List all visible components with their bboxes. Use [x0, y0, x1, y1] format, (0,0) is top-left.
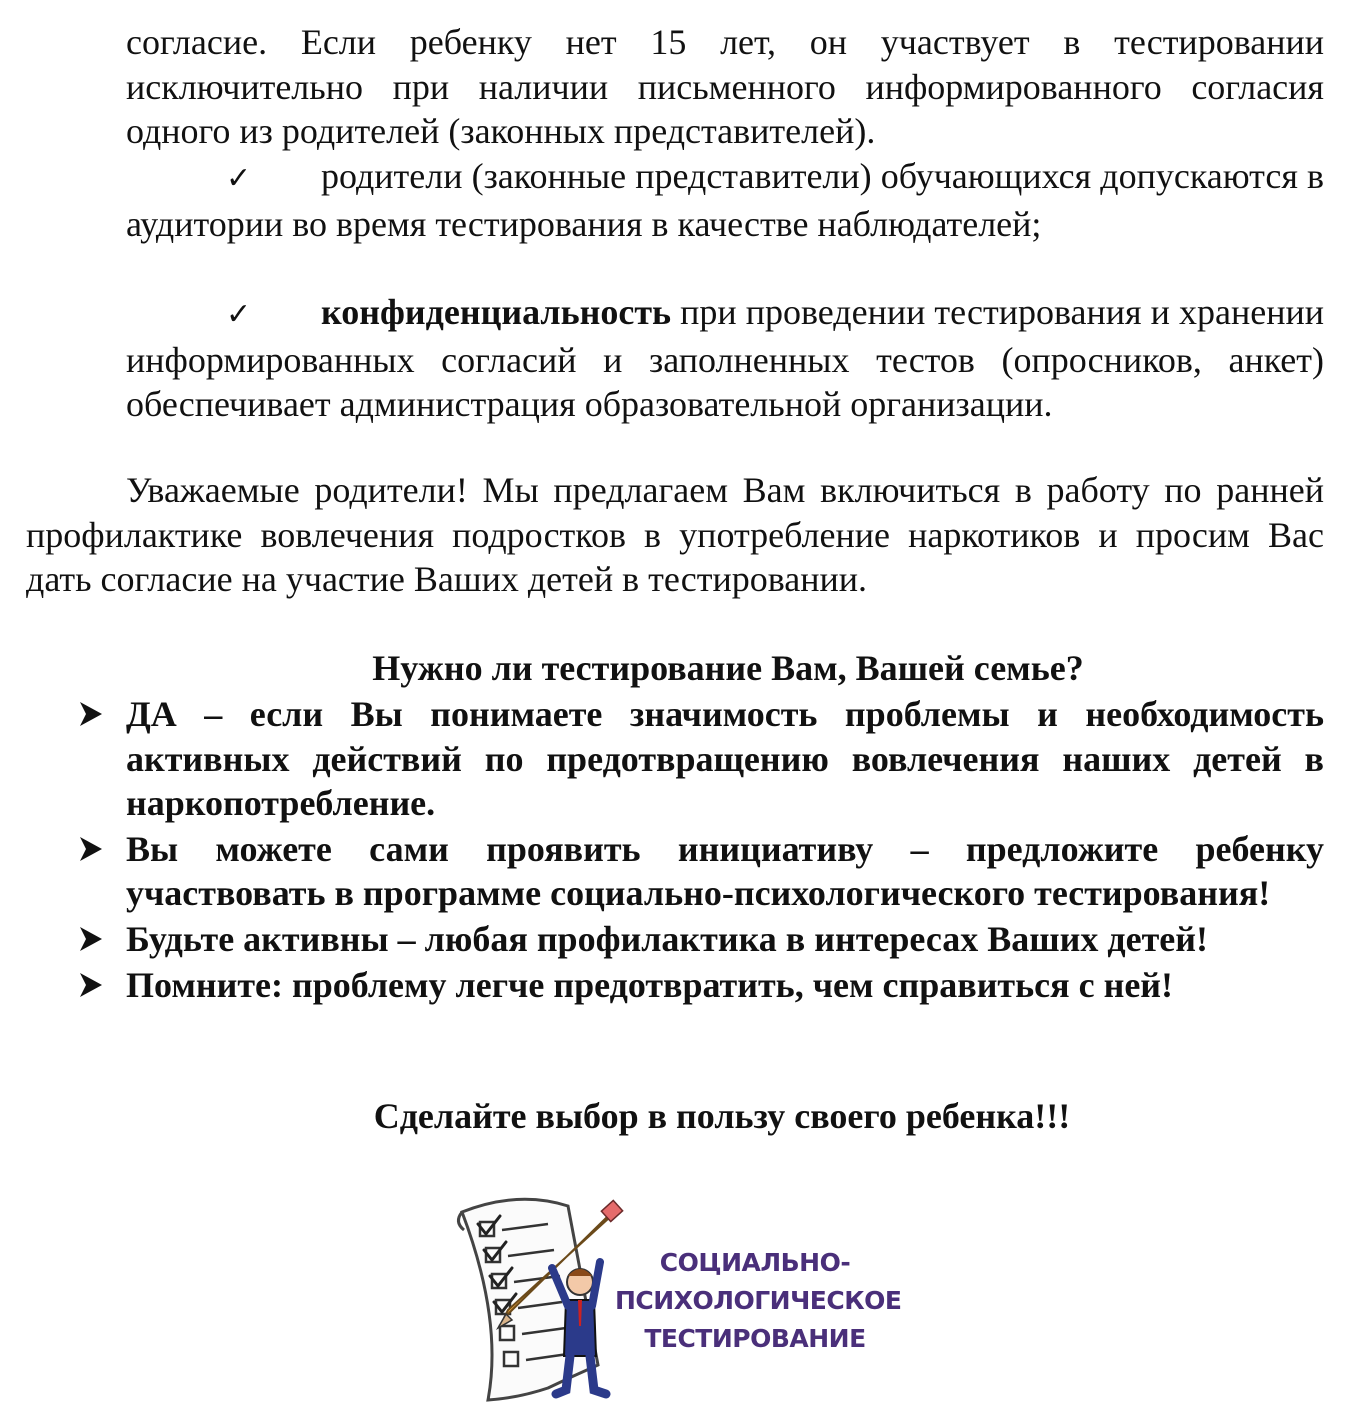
arrowhead-bullet-icon — [78, 965, 104, 1005]
arrowhead-bullet-icon — [78, 829, 104, 869]
list-item: Будьте активны – любая профилактика в интересах Ваших детей! — [126, 917, 1324, 962]
list-item: Вы можете сами проявить инициативу – предложите ребенку участвовать в программе социально-психологического тестирования! — [126, 827, 1324, 916]
question-heading: Нужно ли тестирование Вам, Вашей семье? — [372, 648, 1084, 688]
list-item: Помните: проблему легче предотвратить, чем справиться с ней! — [126, 963, 1324, 1008]
confidentiality-bold-word: конфиденциальность — [321, 292, 672, 332]
confidentiality-text: при проведении тестирования и хранении информированных согласий и заполненных тестов (опросников, анкет) обеспечивает администрация образовательной организации. — [126, 292, 1324, 425]
answers-list — [126, 692, 1324, 1008]
arrowhead-bullet-icon — [78, 919, 104, 959]
logo-text-line: ТЕСТИРОВАНИЕ — [644, 1324, 866, 1353]
logo-text-line: СОЦИАЛЬНО- — [659, 1248, 851, 1277]
confidentiality-item — [126, 290, 1324, 427]
logo-text-line: ПСИХОЛОГИЧЕСКОЕ — [615, 1286, 902, 1315]
appeal-paragraph: Уважаемые родители! Мы предлагаем Вам включиться в работу по ранней профилактике вовлечения подростков в употребление наркотиков и просим Вас дать согласие на участие Ваших детей в тестировании. — [26, 470, 1324, 600]
consent-paragraph: согласие. Если ребенку нет 15 лет, он участвует в тестировании исключительно при наличии письменного информированного согласия одного из родителей (законных представителей). — [126, 22, 1324, 152]
closing-call: Сделайте выбор в пользу своего ребенка!!! — [373, 1096, 1071, 1136]
arrowhead-bullet-icon — [78, 694, 104, 734]
checkmark-icon: ✓ — [226, 297, 252, 332]
checkmark-icon: ✓ — [226, 161, 252, 196]
parents-observers-item — [126, 154, 1324, 246]
parents-observers-text: родители (законные представители) обучающихся допускаются в аудитории во время тестирования в качестве наблюдателей; — [126, 156, 1324, 244]
list-item: ДА – если Вы понимаете значимость проблемы и необходимость активных действий по предотвращению вовлечения наших детей в наркопотребление. — [126, 692, 1324, 826]
